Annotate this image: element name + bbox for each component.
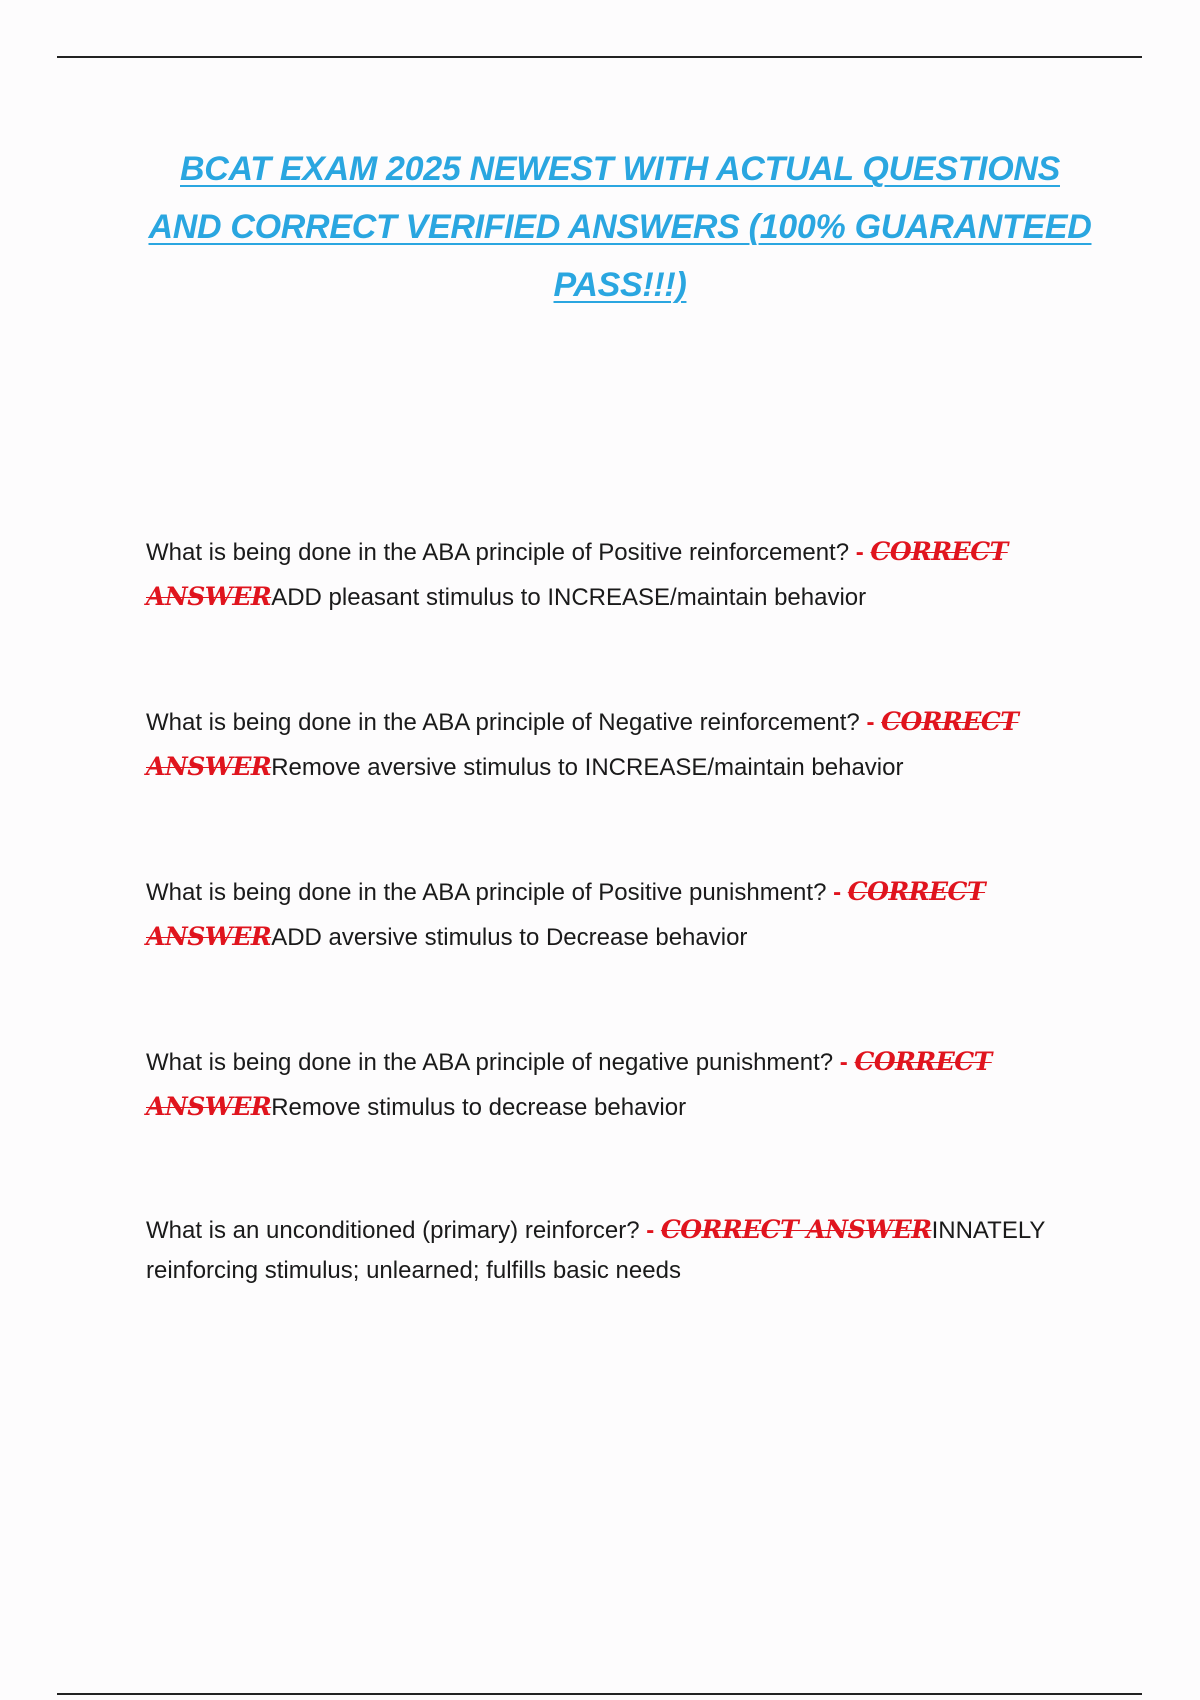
question-text: What is being done in the ABA principle of Positive punishment? [146, 879, 827, 906]
correct-answer-label: CORRECT ANSWER [146, 877, 986, 951]
bottom-divider [57, 1693, 1142, 1695]
answer-text: Remove stimulus to decrease behavior [271, 1094, 687, 1121]
document-title: BCAT EXAM 2025 NEWEST WITH ACTUAL QUESTIONS AND CORRECT VERIFIED ANSWERS (100% GUARANTEED PASS!!!) [148, 150, 1092, 304]
answer-separator: - [855, 539, 864, 566]
top-divider [57, 56, 1142, 58]
answer-separator: - [833, 879, 842, 906]
qa-item [146, 870, 1086, 960]
correct-answer-label: CORRECT ANSWER [146, 537, 1008, 611]
answer-separator: - [866, 709, 875, 736]
correct-answer-label: CORRECT ANSWER [146, 707, 1019, 781]
qa-item [146, 1040, 1086, 1130]
question-text: What is being done in the ABA principle of Positive reinforcement? [146, 539, 850, 566]
question-text: What is an unconditioned (primary) reinforcer? [146, 1217, 640, 1244]
correct-answer-label: CORRECT ANSWER [146, 1047, 992, 1121]
qa-list [146, 530, 1086, 1291]
answer-text: Remove aversive stimulus to INCREASE/maintain behavior [271, 754, 904, 781]
correct-answer-label: CORRECT ANSWER [660, 1215, 932, 1244]
answer-separator: - [839, 1049, 848, 1076]
answer-text: ADD aversive stimulus to Decrease behavior [271, 924, 748, 951]
question-text: What is being done in the ABA principle of negative punishment? [146, 1049, 834, 1076]
answer-separator: - [646, 1217, 655, 1244]
answer-text: ADD pleasant stimulus to INCREASE/maintain behavior [271, 584, 867, 611]
qa-item [146, 700, 1086, 790]
answer-text: INNATELY reinforcing stimulus; unlearned; fulfills basic needs [146, 1217, 1045, 1284]
qa-item [146, 530, 1086, 620]
qa-item [146, 1210, 1086, 1291]
question-text: What is being done in the ABA principle of Negative reinforcement? [146, 709, 860, 736]
